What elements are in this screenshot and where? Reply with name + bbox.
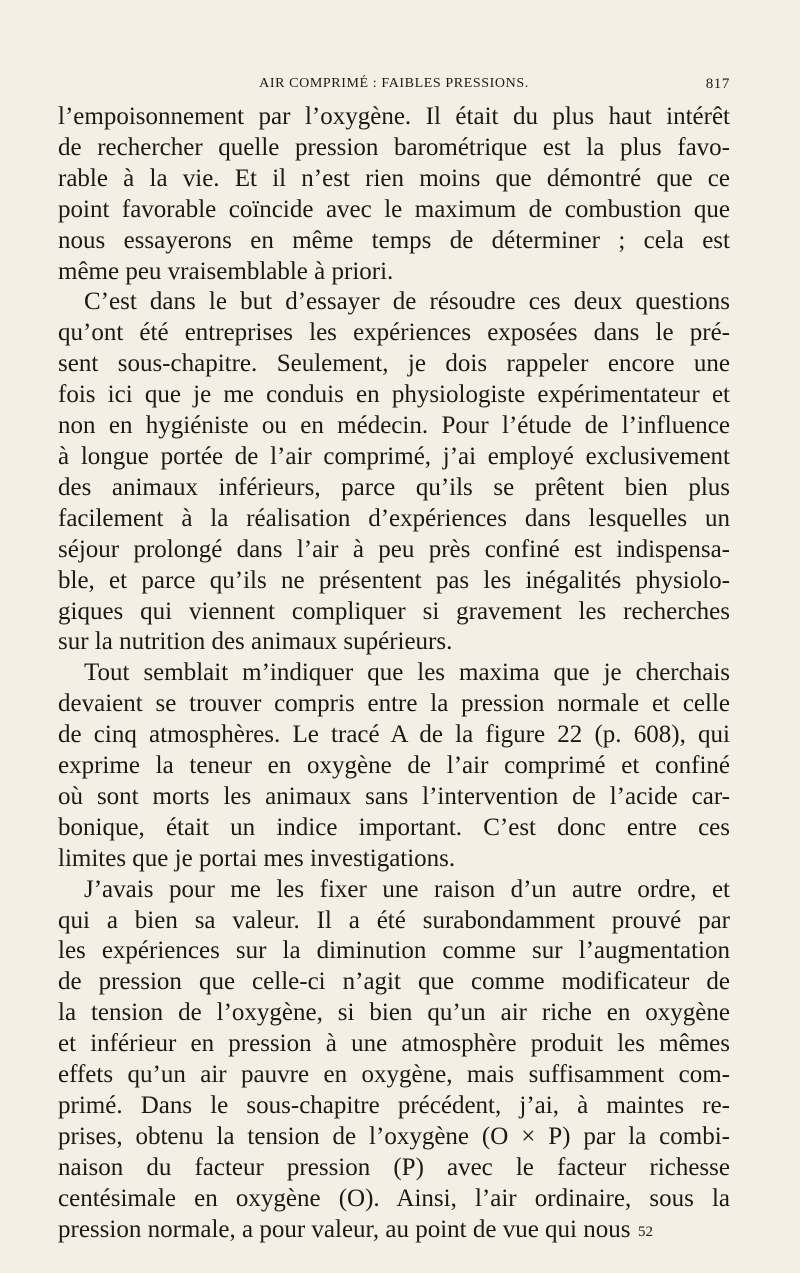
text-line: même peu vraisemblable à priori. bbox=[58, 257, 394, 285]
text-line: qu’ont été entreprises les expériences exposées dans le pré- bbox=[58, 319, 730, 347]
text-line: primé. Dans le sous-chapitre précédent, j’ai, à maintes re- bbox=[58, 1092, 730, 1119]
text-line: devaient se trouver compris entre la pression normale et celle bbox=[58, 690, 730, 718]
text-line: prises, obtenu la tension de l’oxygène (O × P) par la combi- bbox=[58, 1122, 730, 1150]
text-line: de pression que celle-ci n’agit que comme modificateur de bbox=[58, 968, 730, 996]
text-line: non en hygiéniste ou en médecin. Pour l’étude de l’influence bbox=[58, 412, 730, 440]
running-title: AIR COMPRIMÉ : FAIBLES PRESSIONS. bbox=[259, 76, 529, 91]
text-line: la tension de l’oxygène, si bien qu’un air riche en oxygène bbox=[58, 999, 730, 1027]
text-line: rable à la vie. Et il n’est rien moins que démontré que ce bbox=[58, 164, 730, 192]
body-text bbox=[58, 102, 730, 1246]
paragraph bbox=[58, 875, 730, 1246]
text-line: les expériences sur la diminution comme sur l’augmentation bbox=[58, 937, 730, 965]
text-line: Tout semblait m’indiquer que les maxima que je cherchais bbox=[84, 659, 730, 687]
text-line: ble, et parce qu’ils ne présentent pas les inégalités physiolo- bbox=[58, 566, 730, 594]
text-line: exprime la teneur en oxygène de l’air comprimé et confiné bbox=[58, 752, 730, 780]
text-line: facilement à la réalisation d’expériences dans lesquelles un bbox=[58, 504, 730, 532]
paragraph bbox=[58, 102, 730, 287]
text-line: naison du facteur pression (P) avec le facteur richesse bbox=[58, 1153, 730, 1181]
text-line: J’avais pour me les fixer une raison d’un autre ordre, et bbox=[84, 875, 730, 903]
text-line: qui a bien sa valeur. Il a été surabondamment prouvé par bbox=[58, 906, 730, 934]
text-line: giques qui viennent compliquer si gravement les recherches bbox=[58, 597, 730, 625]
text-line: des animaux inférieurs, parce qu’ils se prêtent bien plus bbox=[58, 473, 730, 501]
text-line: fois ici que je me conduis en physiologiste expérimentateur et bbox=[58, 381, 730, 409]
text-line: et inférieur en pression à une atmosphère produit les mêmes bbox=[58, 1030, 730, 1058]
text-line: nous essayerons en même temps de déterminer ; cela est bbox=[58, 226, 730, 254]
paragraph bbox=[58, 658, 730, 874]
text-line: à longue portée de l’air comprimé, j’ai employé exclusivement bbox=[58, 442, 730, 470]
signature-mark: 52 bbox=[638, 1224, 653, 1240]
text-line: de cinq atmosphères. Le tracé A de la figure 22 (p. 608), qui bbox=[58, 721, 730, 749]
text-line: bonique, était un indice important. C’est donc entre ces bbox=[58, 813, 730, 841]
text-line: où sont morts les animaux sans l’intervention de l’acide car- bbox=[58, 782, 730, 810]
text-line: sent sous-chapitre. Seulement, je dois rappeler encore une bbox=[58, 350, 730, 378]
text-line: de rechercher quelle pression barométrique est la plus favo- bbox=[58, 133, 730, 161]
text-line: séjour prolongé dans l’air à peu près confiné est indispensa- bbox=[58, 535, 730, 563]
text-line: effets qu’un air pauvre en oxygène, mais suffisamment com- bbox=[58, 1061, 730, 1089]
text-line: centésimale en oxygène (O). Ainsi, l’air ordinaire, sous la bbox=[58, 1184, 730, 1212]
text-line: point favorable coïncide avec le maximum de combustion que bbox=[58, 195, 730, 223]
text-line: l’empoisonnement par l’oxygène. Il était du plus haut intérêt bbox=[58, 103, 730, 130]
text-line: limites que je portai mes investigations. bbox=[58, 844, 456, 872]
text-line: sur la nutrition des animaux supérieurs. bbox=[58, 628, 453, 656]
running-head bbox=[58, 76, 730, 98]
page-number: 817 bbox=[705, 76, 730, 92]
paragraph bbox=[58, 287, 730, 658]
text-line: pression normale, a pour valeur, au point de vue qui nous bbox=[58, 1215, 631, 1243]
text-line: C’est dans le but d’essayer de résoudre ces deux questions bbox=[84, 288, 730, 316]
